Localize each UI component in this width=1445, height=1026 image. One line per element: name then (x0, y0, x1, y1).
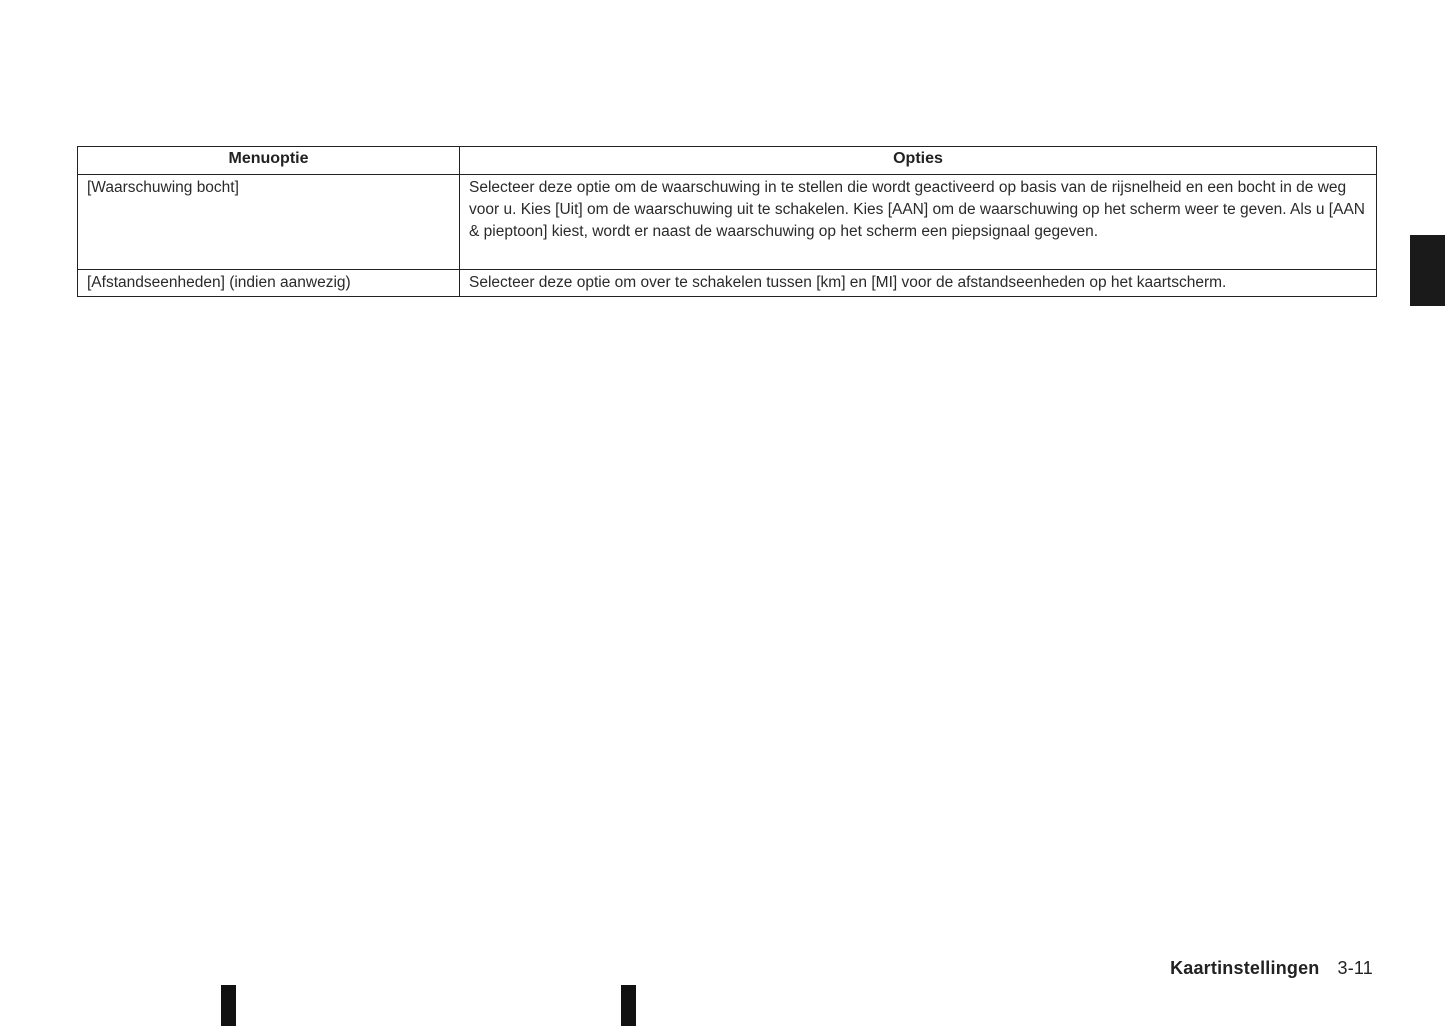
menu-cell: [Waarschuwing bocht] (78, 175, 460, 270)
crop-mark-right (621, 985, 636, 1026)
menu-cell: [Afstandseenheden] (indien aanwezig) (78, 270, 460, 297)
options-cell: Selecteer deze optie om de waarschuwing in te stellen die wordt geactiveerd op basis van de rijsnelheid en een bocht in de weg voor u. Kies [Uit] om de waarschuwing uit te schakelen. Kies [AAN] om de waarschuwing op het scherm weer te geven. Als u [AAN & pieptoon] kiest, wordt er naast de waarschuwing op het scherm een piepsignaal gegeven. (460, 175, 1377, 270)
settings-table (77, 146, 1377, 297)
table-row (78, 175, 1377, 270)
page-footer (1170, 958, 1373, 979)
chapter-tab-marker (1410, 235, 1445, 306)
table-row (78, 270, 1377, 297)
table-header-row (78, 147, 1377, 175)
page-number: 3-11 (1337, 958, 1373, 978)
crop-mark-left (221, 985, 236, 1026)
footer-section-title: Kaartinstellingen (1170, 958, 1320, 978)
header-opties: Opties (460, 147, 1377, 175)
options-cell: Selecteer deze optie om over te schakelen tussen [km] en [MI] voor de afstandseenheden op het kaartscherm. (460, 270, 1377, 297)
header-menuoptie: Menuoptie (78, 147, 460, 175)
